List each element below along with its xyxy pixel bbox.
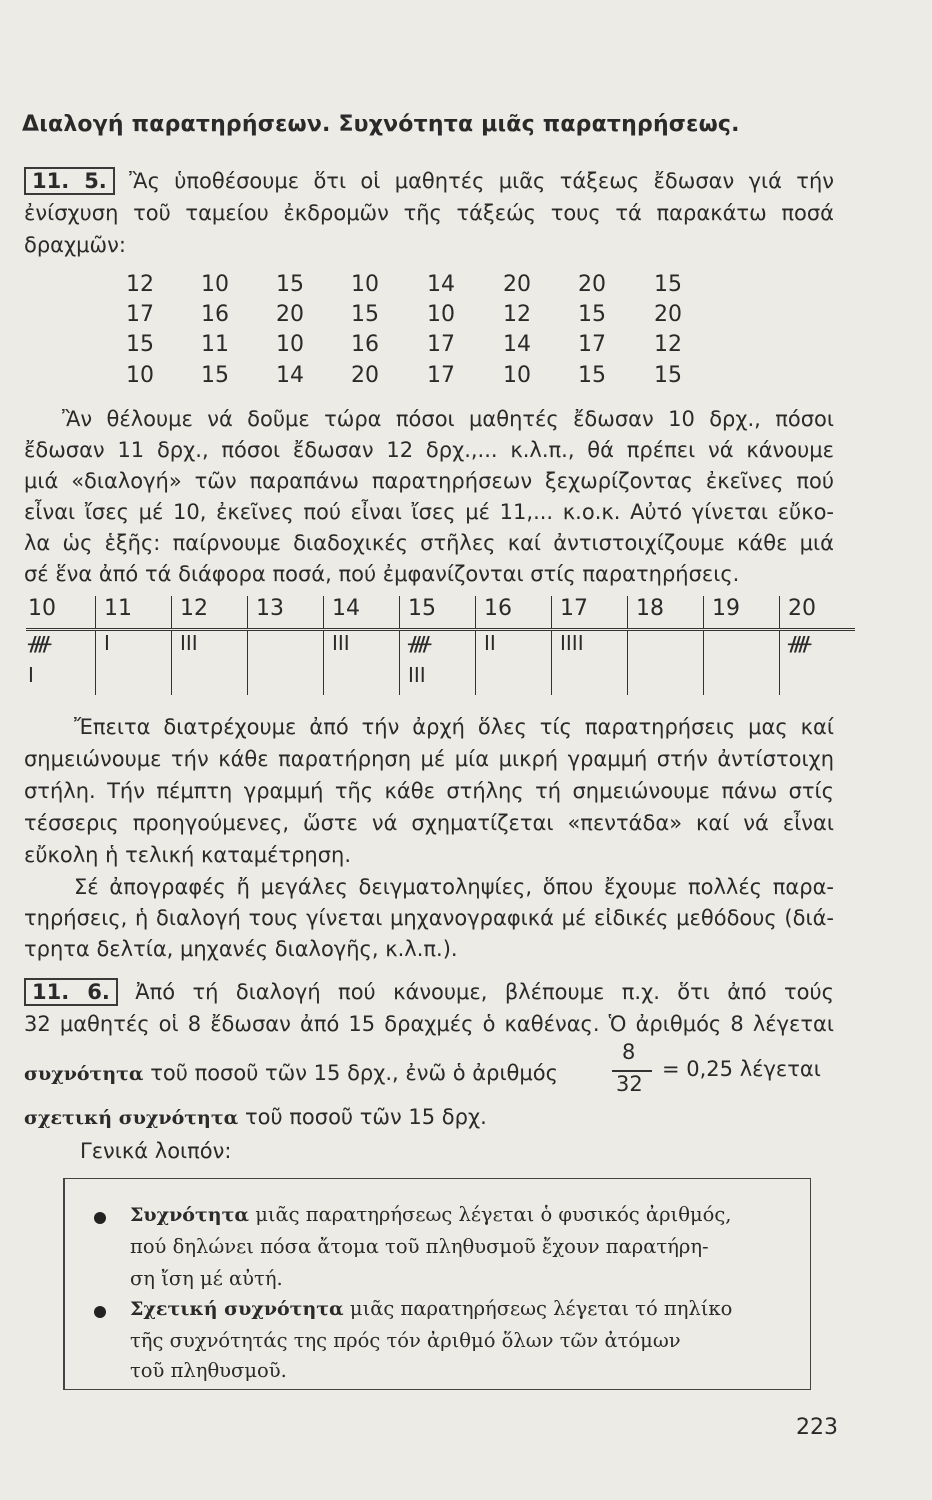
tally-header-cell: 20 bbox=[780, 596, 856, 630]
data-cell: 16 bbox=[201, 302, 229, 327]
data-cell: 11 bbox=[201, 332, 229, 357]
tally-header-cell: 10 bbox=[26, 596, 96, 630]
paragraph-line: δραχμῶν: bbox=[24, 233, 126, 257]
data-cell: 12 bbox=[654, 332, 682, 357]
tally-header-cell: 16 bbox=[476, 596, 552, 630]
definition-line: ση ἴση μέ αὐτή. bbox=[130, 1267, 283, 1290]
data-cell: 15 bbox=[654, 363, 682, 388]
tally-mark: IIII bbox=[552, 630, 628, 664]
data-cell: 10 bbox=[503, 363, 531, 388]
bullet-icon bbox=[94, 1212, 106, 1224]
tally-mark: III bbox=[172, 630, 248, 664]
tally-mark bbox=[704, 630, 780, 664]
paragraph-line: τέσσερις προηγούμενες, ὥστε νά σχηματίζεται «πεντάδα» καί νά εἶναι bbox=[24, 811, 834, 835]
section-number-11-5: 11. 5. bbox=[24, 167, 115, 195]
tally-mark: ᚎ bbox=[780, 630, 856, 664]
data-cell: 15 bbox=[276, 272, 304, 297]
data-cell: 17 bbox=[126, 302, 154, 327]
section-11-5-line-1: 11. 5. Ἂς ὑποθέσουμε ὅτι οἱ μαθητές μιᾶς τάξεως ἔδωσαν γιά τήν bbox=[24, 166, 834, 196]
tally-mark bbox=[628, 630, 704, 664]
tally-mark: I bbox=[96, 630, 172, 664]
paragraph-line: ἐνίσχυση τοῦ ταμείου ἐκδρομῶν τῆς τάξεώς τους τά παρακάτω ποσά bbox=[24, 201, 834, 225]
data-cell: 17 bbox=[427, 363, 455, 388]
relative-frequency-line: σχετική συχνότητα τοῦ ποσοῦ τῶν 15 δρχ. bbox=[24, 1105, 487, 1129]
tally-mark bbox=[324, 663, 400, 695]
page-number: 223 bbox=[796, 1415, 838, 1440]
data-cell: 20 bbox=[503, 272, 531, 297]
paragraph-line: εὔκολη ἡ τελική καταμέτρηση. bbox=[24, 843, 352, 867]
definition-line: τοῦ πληθυσμοῦ. bbox=[130, 1359, 287, 1382]
section-heading: Διαλογή παρατηρήσεων. Συχνότητα μιᾶς παρατηρήσεως. bbox=[22, 112, 740, 137]
data-cell: 15 bbox=[654, 272, 682, 297]
data-cell: 20 bbox=[351, 363, 379, 388]
generally-line: Γενικά λοιπόν: bbox=[80, 1139, 232, 1163]
tally-header-cell: 18 bbox=[628, 596, 704, 630]
tally-mark bbox=[628, 663, 704, 695]
data-cell: 16 bbox=[351, 332, 379, 357]
fraction-numerator: 8 bbox=[622, 1040, 636, 1064]
definition-line: τῆς συχνότητάς της πρός τόν ἀριθμό ὅλων τῶν ἀτόμων bbox=[130, 1329, 681, 1352]
data-cell: 10 bbox=[126, 363, 154, 388]
paragraph-line: στήλη. Τήν πέμπτη γραμμή τῆς κάθε στήλης τή σημειώνουμε πάνω στίς bbox=[24, 779, 834, 803]
data-cell: 14 bbox=[276, 363, 304, 388]
tally-header-cell: 14 bbox=[324, 596, 400, 630]
tally-mark: I bbox=[28, 663, 34, 687]
tally-mark bbox=[552, 663, 628, 695]
section-11-6-line-1: 11. 6. Ἀπό τή διαλογή πού κάνουμε, βλέπουμε π.χ. ὅτι ἀπό τούς bbox=[24, 977, 834, 1007]
data-cell: 12 bbox=[126, 272, 154, 297]
fraction-denominator: 32 bbox=[616, 1072, 643, 1096]
paragraph-line: εἶναι ἴσες μέ 10, ἐκεῖνες πού εἶναι ἴσες μέ 11,... κ.ο.κ. Αὐτό γίνεται εὔκο- bbox=[24, 500, 834, 524]
frequency-line: συχνότητα τοῦ ποσοῦ τῶν 15 δρχ., ἐνῶ ὁ ἀριθμός bbox=[24, 1061, 558, 1085]
data-cell: 10 bbox=[427, 302, 455, 327]
paragraph-line: λα ὡς ἑξῆς: παίρνουμε διαδοχικές στῆλες καί ἀντιστοιχίζουμε κάθε μιά bbox=[24, 531, 834, 555]
tally-mark: III bbox=[324, 630, 400, 664]
tally-header-cell: 12 bbox=[172, 596, 248, 630]
tally-header-cell: 13 bbox=[248, 596, 324, 630]
paragraph-line: Ἂν θέλουμε νά δοῦμε τώρα πόσοι μαθητές ἔδωσαν 10 δρχ., πόσοι bbox=[62, 407, 834, 431]
paragraph-line: ἔδωσαν 11 δρχ., πόσοι ἔδωσαν 12 δρχ.,... κ.λ.π., θά πρέπει νά κάνουμε bbox=[24, 438, 834, 462]
data-cell: 10 bbox=[351, 272, 379, 297]
data-cell: 15 bbox=[351, 302, 379, 327]
tally-header-cell: 11 bbox=[96, 596, 172, 630]
tally-header-cell: 19 bbox=[704, 596, 780, 630]
tally-header-row bbox=[26, 596, 855, 630]
paragraph-line: σημειώνουμε τήν κάθε παρατήρηση μέ μία μικρή γραμμή στήν ἀντίστοιχη bbox=[24, 747, 834, 771]
data-cell: 15 bbox=[201, 363, 229, 388]
tally-mark bbox=[476, 663, 552, 695]
tally-mark: II bbox=[476, 630, 552, 664]
data-cell: 15 bbox=[578, 302, 606, 327]
term-frequency-definition: Συχνότητα bbox=[130, 1204, 249, 1226]
data-cell: 15 bbox=[126, 332, 154, 357]
definition-line: πού δηλώνει πόσα ἄτομα τοῦ πληθυσμοῦ ἔχουν παρατήρη- bbox=[130, 1235, 709, 1258]
fraction-result: = 0,25 λέγεται bbox=[662, 1057, 821, 1081]
data-cell: 20 bbox=[654, 302, 682, 327]
data-cell: 17 bbox=[427, 332, 455, 357]
tally-mark: ᚎ bbox=[400, 630, 476, 664]
tally-mark bbox=[248, 663, 324, 695]
tally-header-cell: 17 bbox=[552, 596, 628, 630]
tally-table bbox=[26, 596, 855, 695]
tally-mark: ᚎ bbox=[28, 631, 52, 655]
tally-row bbox=[26, 630, 855, 664]
paragraph-line: σέ ἕνα ἀπό τά διάφορα ποσά, πού ἐμφανίζονται στίς παρατηρήσεις. bbox=[24, 562, 740, 586]
tally-row bbox=[26, 663, 855, 695]
tally-mark bbox=[704, 663, 780, 695]
data-cell: 10 bbox=[201, 272, 229, 297]
paragraph-line: Ἔπειτα διατρέχουμε ἀπό τήν ἀρχή ὅλες τίς παρατηρήσεις μας καί bbox=[74, 715, 834, 739]
tally-header-cell: 15 bbox=[400, 596, 476, 630]
data-cell: 15 bbox=[578, 363, 606, 388]
data-cell: 20 bbox=[276, 302, 304, 327]
term-relative-frequency-definition: Σχετική συχνότητα bbox=[130, 1298, 344, 1320]
data-cell: 20 bbox=[578, 272, 606, 297]
data-cell: 12 bbox=[503, 302, 531, 327]
tally-mark bbox=[96, 663, 172, 695]
bullet-icon bbox=[94, 1306, 106, 1318]
tally-mark: III bbox=[400, 663, 476, 695]
paragraph-line: 32 μαθητές οἱ 8 ἔδωσαν ἀπό 15 δραχμές ὁ καθένας. Ὁ ἀριθμός 8 λέγεται bbox=[24, 1012, 834, 1036]
paragraph-line: Σέ ἀπογραφές ἤ μεγάλες δειγματοληψίες, ὅπου ἔχουμε πολλές παρα- bbox=[74, 875, 834, 899]
data-cell: 14 bbox=[503, 332, 531, 357]
definition-line: Σχετική συχνότητα μιᾶς παρατηρήσεως λέγεται τό πηλίκο bbox=[130, 1297, 733, 1320]
term-relative-frequency: σχετική συχνότητα bbox=[24, 1107, 239, 1129]
paragraph-line: τηρήσεις, ἡ διαλογή τους γίνεται μηχανογραφικά μέ εἰδικές μεθόδους (διά- bbox=[24, 906, 834, 930]
tally-mark bbox=[780, 663, 856, 695]
data-cell: 10 bbox=[276, 332, 304, 357]
section-number-11-6: 11. 6. bbox=[24, 978, 118, 1006]
data-cell: 14 bbox=[427, 272, 455, 297]
paragraph-line: μιά «διαλογή» τῶν παραπάνω παρατηρήσεων ξεχωρίζοντας ἐκεῖνες πού bbox=[24, 469, 834, 493]
paragraph-line: τρητα δελτία, μηχανές διαλογῆς, κ.λ.π.). bbox=[24, 937, 458, 961]
tally-mark bbox=[172, 663, 248, 695]
data-cell: 17 bbox=[578, 332, 606, 357]
tally-mark bbox=[248, 630, 324, 664]
definition-line: Συχνότητα μιᾶς παρατηρήσεως λέγεται ὁ φυσικός ἀριθμός, bbox=[130, 1203, 732, 1226]
term-frequency: συχνότητα bbox=[24, 1063, 144, 1085]
